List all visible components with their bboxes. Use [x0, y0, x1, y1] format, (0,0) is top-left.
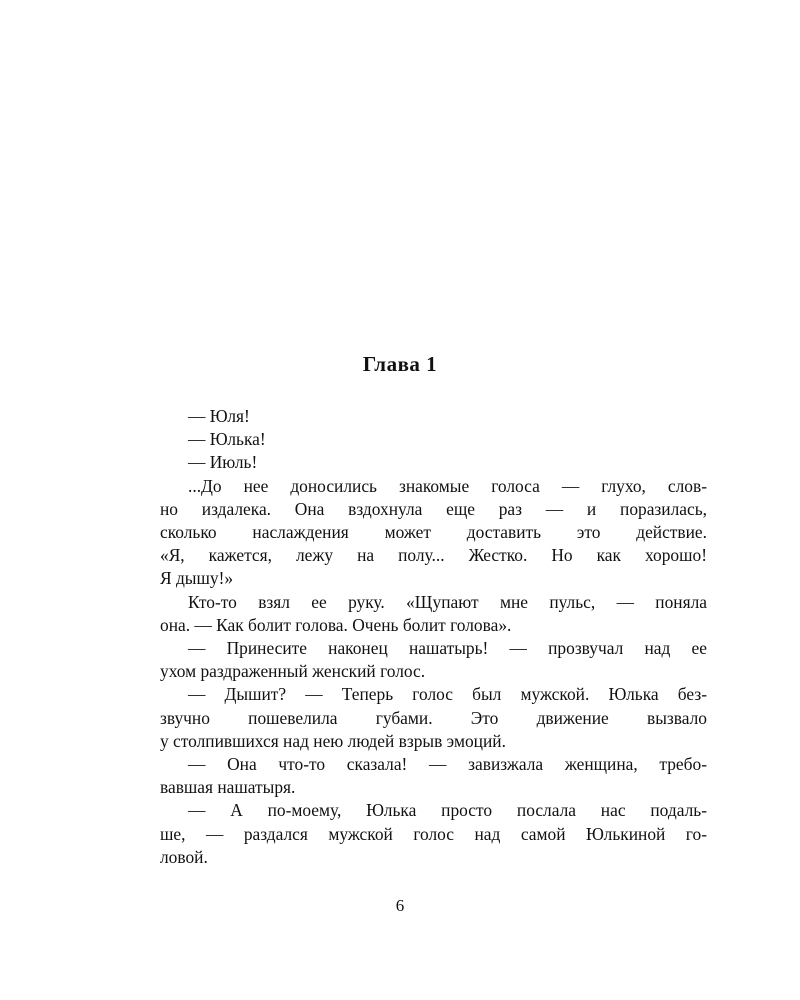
text-line: но издалека. Она вздохнула еще раз — и поразилась,	[160, 498, 707, 519]
text-line: звучно пошевелила губами. Это движение вызвало	[160, 707, 707, 728]
text-line: — Дышит? — Теперь голос был мужской. Юлька без-	[188, 684, 707, 705]
paragraph-8	[132, 753, 707, 799]
text-line: вавшая нашатыря.	[160, 777, 296, 798]
chapter-title: Глава 1	[362, 352, 438, 376]
text-line: «Я, кажется, лежу на полу... Жестко. Но как хорошо!	[160, 545, 707, 566]
text-line: ловой.	[160, 846, 208, 867]
paragraph-9	[132, 799, 707, 869]
text-line: ухом раздраженный женский голос.	[160, 661, 426, 682]
text-line: — Юлька!	[188, 429, 266, 450]
page-number: 6	[395, 896, 405, 915]
paragraph-1	[132, 405, 707, 428]
text-line: Я дышу!»	[160, 568, 234, 589]
text-line: у столпившихся над нею людей взрыв эмоций.	[160, 730, 506, 751]
paragraph-7	[132, 683, 707, 753]
text-line: она. — Как болит голова. Очень болит голова».	[160, 614, 512, 635]
text-line: ...До нее доносились знакомые голоса — глухо, слов-	[188, 475, 707, 496]
text-line: ше, — раздался мужской голос над самой Юлькиной го-	[160, 823, 707, 844]
paragraph-3	[132, 451, 707, 474]
paragraph-4	[132, 475, 707, 591]
text-line: — Принесите наконец нашатырь! — прозвучал над ее	[188, 638, 707, 659]
text-line: Кто-то взял ее руку. «Щупают мне пульс, — поняла	[188, 591, 707, 612]
text-line: — Она что-то сказала! — завизжала женщина, требо-	[188, 754, 707, 775]
body-text	[132, 405, 707, 869]
paragraph-2	[132, 428, 707, 451]
text-line: — Июль!	[188, 452, 258, 473]
text-line: — Юля!	[188, 406, 250, 426]
text-line: сколько наслаждения может доставить это действие.	[160, 522, 707, 543]
paragraph-5	[132, 591, 707, 637]
text-line: — А по-моему, Юлька просто послала нас подаль-	[188, 800, 707, 821]
paragraph-6	[132, 637, 707, 683]
